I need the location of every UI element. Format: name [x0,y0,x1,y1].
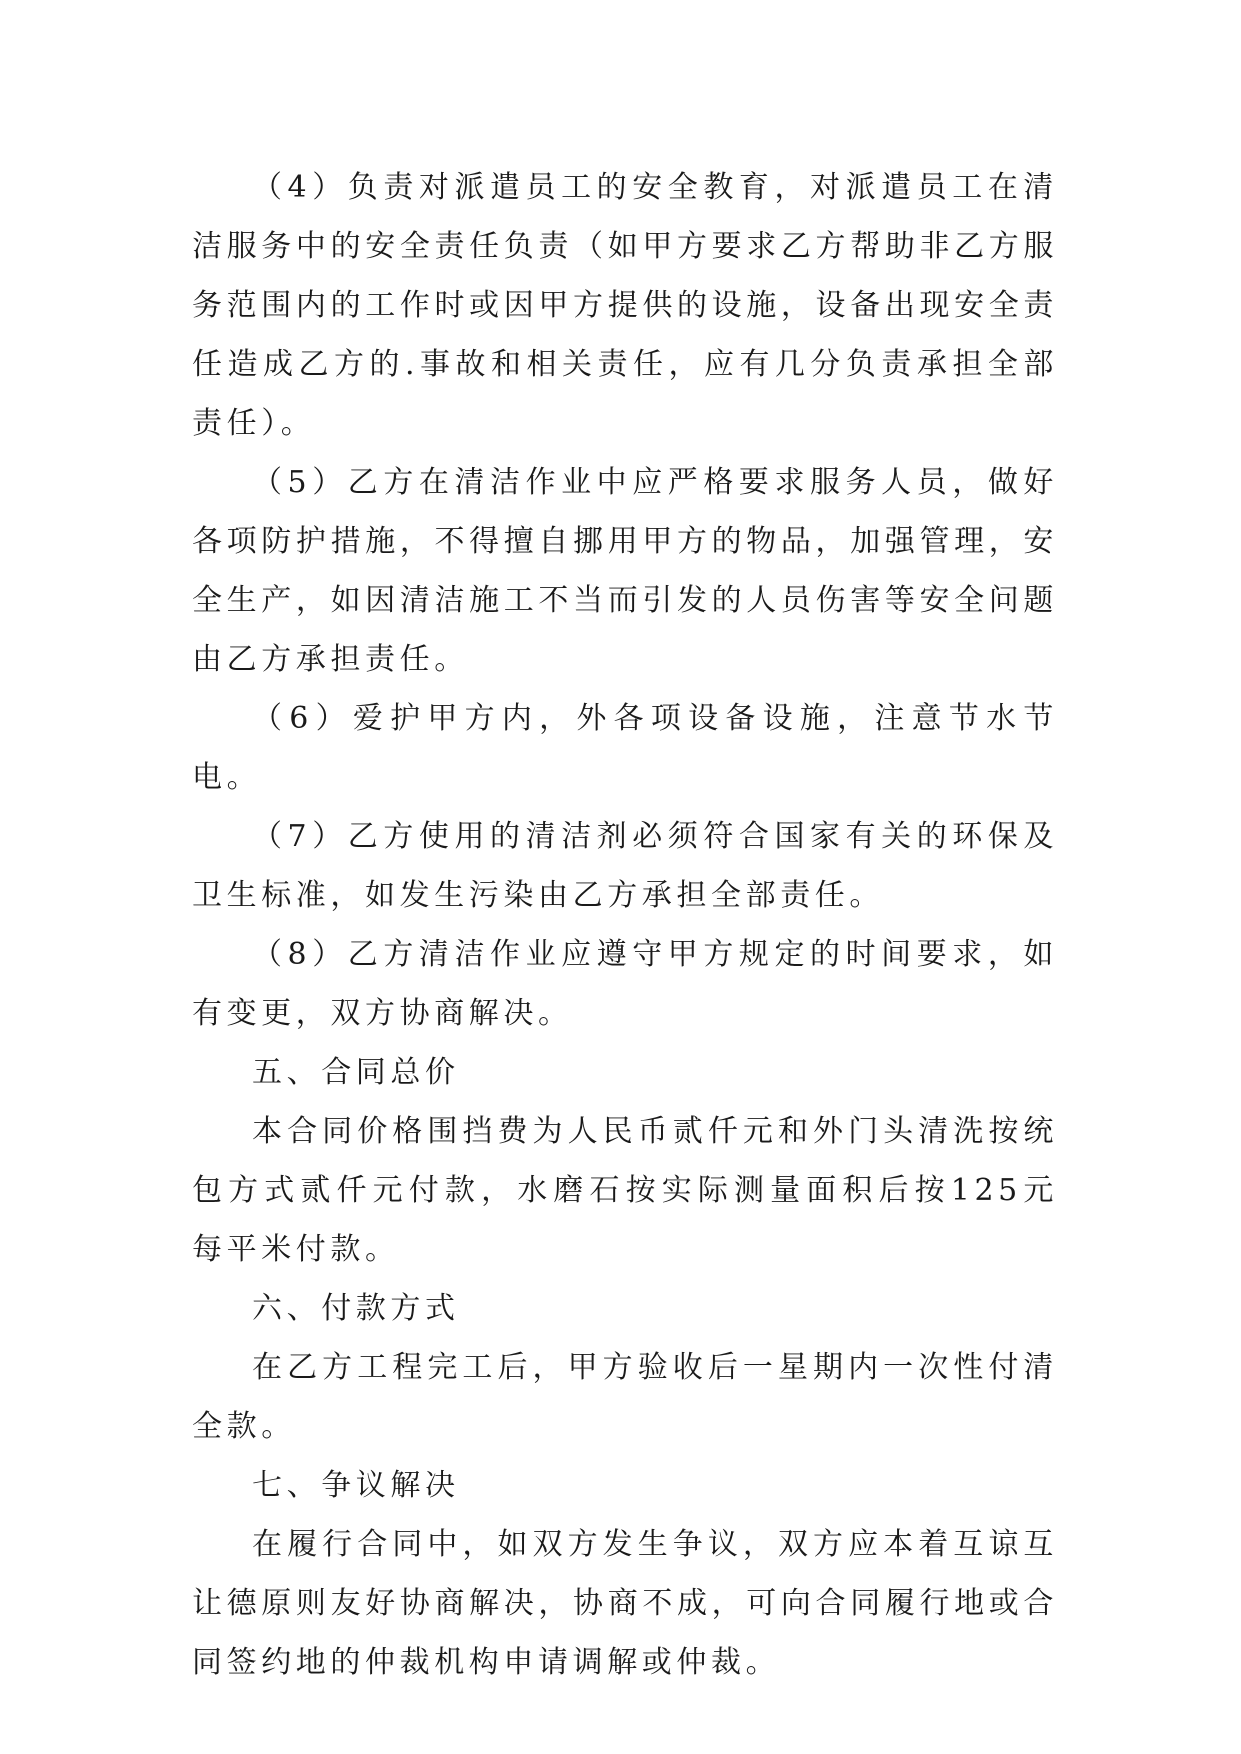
dispute-resolution-paragraph: 在履行合同中，如双方发生争议，双方应本着互谅互让德原则友好协商解决，协商不成，可向合同履行地或合同签约地的仲裁机构申请调解或仲裁。 [192,1527,1058,1680]
clause-4-paragraph: （4）负责对派遣员工的安全教育，对派遣员工在清洁服务中的安全责任负责（如甲方要求乙方帮助非乙方服务范围内的工作时或因甲方提供的设施，设备出现安全责任造成乙方的.事故和相关责任，应有几分负责承担全部责任）。 [192,170,1058,441]
clause-8-paragraph: （8）乙方清洁作业应遵守甲方规定的时间要求，如有变更，双方协商解决。 [192,937,1058,1031]
section-6-heading: 六、付款方式 [252,1291,460,1326]
clause-5-paragraph: （5）乙方在清洁作业中应严格要求服务人员，做好各项防护措施，不得擅自挪用甲方的物品，加强管理，安全生产，如因清洁施工不当而引发的人员伤害等安全问题由乙方承担责任。 [192,465,1058,677]
payment-method-paragraph: 在乙方工程完工后，甲方验收后一星期内一次性付清全款。 [192,1350,1058,1444]
document-body [192,158,1058,1692]
section-5-heading: 五、合同总价 [252,1055,460,1090]
contract-price-paragraph: 本合同价格围挡费为人民币贰仟元和外门头清洗按统包方式贰仟元付款，水磨石按实际测量面积后按125元每平米付款。 [192,1114,1058,1267]
section-7-heading: 七、争议解决 [252,1468,460,1503]
clause-7-paragraph: （7）乙方使用的清洁剂必须符合国家有关的环保及卫生标准，如发生污染由乙方承担全部责任。 [192,819,1058,913]
clause-6-paragraph: （6）爱护甲方内，外各项设备设施，注意节水节电。 [192,701,1058,795]
